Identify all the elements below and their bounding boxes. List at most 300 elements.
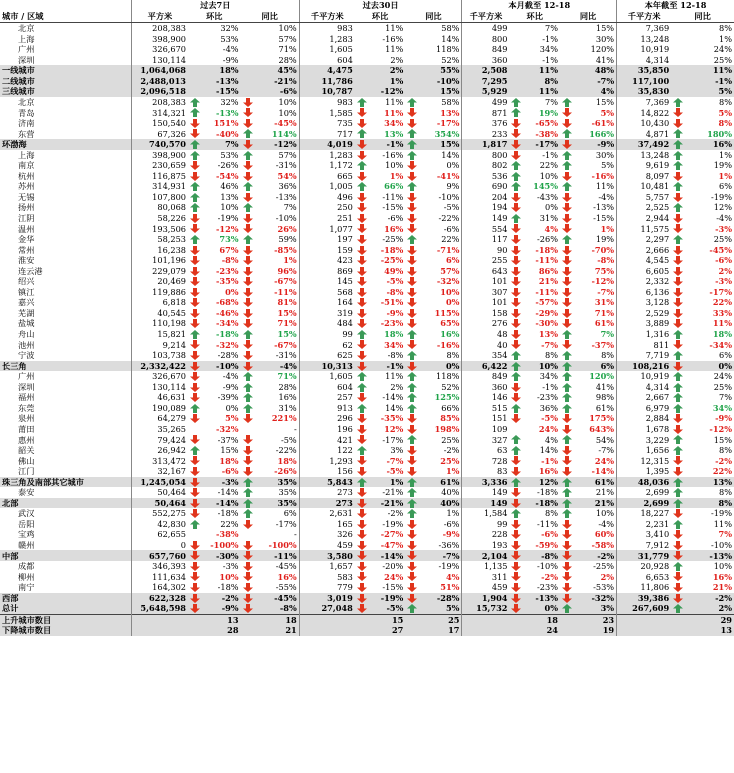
arrow-down-icon: [243, 446, 253, 455]
arrow-cell: [509, 571, 521, 582]
value-cell: 2,525: [617, 202, 672, 213]
value-cell: 1,064,068: [131, 65, 188, 76]
arrow-down-icon: [357, 267, 367, 276]
percent-cell: 1%: [719, 149, 732, 160]
arrow-up-icon: [243, 488, 253, 497]
arrow-cell: [241, 118, 253, 129]
region-name: 南宁: [18, 582, 35, 593]
value-cell: 26,942: [131, 445, 188, 456]
arrow-cell: [188, 561, 200, 572]
percent-cell: -28%: [217, 350, 239, 361]
percent-cell: -45%: [275, 561, 297, 572]
arrow-cell: [405, 561, 417, 572]
percent-cell: -100%: [210, 539, 239, 550]
arrow-cell: [560, 382, 572, 393]
percent-cell: 61%: [595, 402, 615, 413]
arrow-cell: [509, 266, 521, 277]
arrow-cell: [355, 603, 367, 614]
arrow-cell: [509, 76, 521, 87]
table-row: [0, 445, 734, 456]
arrow-down-icon: [243, 414, 253, 423]
arrow-cell: [355, 593, 367, 604]
table-row: [0, 582, 734, 593]
percent-cell: 7%: [545, 97, 558, 107]
arrow-cell: [405, 519, 417, 530]
arrow-cell: [671, 540, 683, 551]
percent-cell: -8%: [253, 603, 300, 614]
percent-cell: 66%: [441, 402, 460, 413]
arrow-down-icon: [511, 383, 521, 392]
value-cell: 1,817: [462, 139, 510, 150]
arrow-cell: [355, 455, 367, 466]
arrow-up-icon: [673, 520, 683, 529]
arrow-down-icon: [190, 509, 200, 518]
percent-cell: -11%: [535, 286, 558, 297]
percent-cell: -27%: [380, 529, 404, 540]
arrow-cell: [188, 455, 200, 466]
percent-cell: 7%: [719, 392, 732, 403]
arrow-cell: [509, 593, 521, 604]
arrow-cell: [509, 614, 521, 625]
arrow-cell: [509, 455, 521, 466]
percent-cell: -21%: [382, 487, 404, 498]
arrow-cell: [241, 192, 253, 203]
percent-cell: 18%: [712, 329, 732, 340]
percent-cell: 24%: [538, 423, 558, 434]
percent-cell: -100%: [268, 539, 297, 550]
value-cell: 0: [131, 540, 188, 551]
arrow-down-icon: [407, 425, 417, 434]
arrow-cell: [560, 44, 572, 55]
arrow-down-icon: [357, 456, 367, 465]
arrow-down-icon: [407, 340, 417, 349]
percent-cell: -29%: [535, 307, 558, 318]
percent-cell: 61%: [417, 477, 462, 488]
arrow-up-icon: [511, 172, 521, 181]
arrow-down-icon: [511, 288, 521, 297]
arrow-down-icon: [243, 594, 253, 603]
percent-cell: -4%: [253, 361, 300, 372]
arrow-cell: [241, 128, 253, 139]
value-cell: [131, 614, 188, 625]
percent-cell: 8%: [683, 498, 734, 509]
percent-cell: -7%: [386, 455, 404, 466]
percent-cell: -37%: [217, 434, 239, 445]
arrow-cell: [509, 424, 521, 435]
value-cell: 604: [299, 382, 355, 393]
value-cell: 1,172: [299, 160, 355, 171]
arrow-cell: [241, 466, 253, 477]
arrow-cell: [241, 223, 253, 234]
arrow-down-icon: [673, 509, 683, 518]
arrow-up-icon: [407, 488, 417, 497]
arrow-cell: [560, 582, 572, 593]
value-cell: 583: [299, 571, 355, 582]
arrow-down-icon: [357, 108, 367, 117]
arrow-cell: [509, 371, 521, 382]
arrow-down-icon: [673, 193, 683, 202]
arrow-down-icon: [357, 203, 367, 212]
sub-header: 同比: [560, 11, 617, 23]
arrow-down-icon: [357, 604, 367, 613]
arrow-down-icon: [190, 340, 200, 349]
arrow-down-icon: [562, 572, 572, 581]
percent-cell: -4%: [716, 213, 732, 224]
region-name: 南京: [18, 160, 35, 171]
percent-cell: 125%: [434, 392, 460, 403]
percent-cell: -9%: [222, 381, 239, 392]
arrow-cell: [241, 318, 253, 329]
arrow-down-icon: [511, 414, 521, 423]
arrow-down-icon: [190, 467, 200, 476]
percent-cell: -1%: [542, 33, 558, 44]
percent-cell: 7%: [200, 139, 240, 150]
arrow-cell: [509, 44, 521, 55]
arrow-down-icon: [562, 309, 572, 318]
arrow-cell: [405, 371, 417, 382]
arrow-cell: [560, 508, 572, 519]
region-name: 池州: [18, 339, 35, 350]
arrow-down-icon: [243, 172, 253, 181]
value-cell: 2,699: [617, 487, 672, 498]
value-cell: 50,464: [131, 498, 188, 509]
arrow-up-icon: [407, 478, 417, 487]
value-cell: 1,605: [299, 371, 355, 382]
table-row: [0, 382, 734, 393]
percent-cell: 28: [200, 625, 240, 636]
arrow-up-icon: [407, 383, 417, 392]
value-cell: 4,314: [617, 55, 672, 66]
value-cell: 62: [299, 339, 355, 350]
percent-cell: -13%: [275, 191, 297, 202]
arrow-down-icon: [673, 583, 683, 592]
percent-cell: -39%: [217, 392, 239, 403]
table-row: [0, 455, 734, 466]
arrow-down-icon: [357, 583, 367, 592]
value-cell: 10,919: [617, 371, 672, 382]
arrow-up-icon: [243, 478, 253, 487]
value-cell: 2,667: [617, 392, 672, 403]
region-name: 温州: [18, 223, 35, 234]
percent-cell: -5%: [280, 434, 297, 445]
arrow-cell: [509, 477, 521, 488]
arrow-cell: [560, 86, 572, 97]
arrow-cell: [355, 392, 367, 403]
arrow-up-icon: [562, 161, 572, 170]
arrow-down-icon: [511, 583, 521, 592]
value-cell: 204: [462, 192, 510, 203]
percent-cell: -1%: [683, 76, 734, 87]
arrow-cell: [560, 244, 572, 255]
arrow-down-icon: [562, 246, 572, 255]
table-row: [0, 318, 734, 329]
arrow-down-icon: [190, 551, 200, 560]
arrow-cell: [509, 382, 521, 393]
percent-cell: 66%: [384, 181, 404, 192]
percent-cell: 75%: [594, 265, 615, 276]
percent-cell: 25%: [713, 54, 732, 65]
percent-cell: -19%: [217, 213, 239, 224]
percent-cell: 198%: [434, 423, 460, 434]
percent-cell: -4%: [598, 518, 615, 529]
arrow-down-icon: [407, 172, 417, 181]
percent-cell: 25%: [440, 455, 460, 466]
value-cell: 313,472: [131, 455, 188, 466]
arrow-cell: [188, 529, 200, 540]
arrow-down-icon: [243, 319, 253, 328]
percent-cell: -13%: [593, 202, 615, 213]
value-cell: 2,508: [462, 65, 510, 76]
value-cell: 255: [462, 255, 510, 266]
arrow-up-icon: [357, 161, 367, 170]
arrow-cell: [405, 477, 417, 488]
percent-cell: 1%: [719, 33, 732, 44]
percent-cell: 5%: [225, 413, 239, 424]
percent-cell: 10%: [522, 361, 560, 372]
arrow-cell: [509, 625, 521, 636]
percent-cell: -28%: [417, 593, 462, 604]
percent-cell: 0%: [522, 603, 560, 614]
arrow-down-icon: [243, 572, 253, 581]
arrow-down-icon: [511, 151, 521, 160]
arrow-down-icon: [673, 594, 683, 603]
percent-cell: 2%: [390, 381, 404, 392]
percent-cell: -7%: [597, 286, 615, 297]
percent-cell: -51%: [380, 297, 404, 308]
percent-cell: -22%: [275, 445, 297, 456]
arrow-cell: [355, 150, 367, 161]
arrow-cell: [355, 329, 367, 340]
percent-cell: -: [293, 423, 297, 434]
arrow-down-icon: [673, 340, 683, 349]
arrow-cell: [405, 287, 417, 298]
value-cell: 2,944: [617, 213, 672, 224]
arrow-cell: [188, 213, 200, 224]
value-cell: 740,570: [131, 139, 188, 150]
arrow-cell: [509, 118, 521, 129]
value-cell: 913: [299, 403, 355, 414]
value-cell: 67,326: [131, 128, 188, 139]
percent-cell: -65%: [535, 118, 558, 129]
arrow-cell: [560, 339, 572, 350]
summary-row: [0, 86, 734, 97]
percent-cell: 34%: [712, 402, 732, 413]
region-name: 盐城: [18, 318, 35, 329]
percent-cell: -19%: [711, 191, 732, 202]
arrow-up-icon: [243, 383, 253, 392]
percent-cell: -14%: [382, 392, 404, 403]
arrow-cell: [509, 65, 521, 76]
arrow-up-icon: [511, 372, 521, 381]
percent-cell: 151%: [213, 118, 239, 129]
value-cell: 6,979: [617, 403, 672, 414]
table-row: [0, 519, 734, 530]
arrow-down-icon: [190, 499, 200, 508]
percent-cell: -17%: [436, 118, 460, 129]
percent-cell: 7%: [718, 529, 732, 540]
arrow-cell: [509, 223, 521, 234]
percent-cell: 4%: [445, 571, 460, 582]
percent-cell: 6%: [283, 508, 297, 519]
arrow-up-icon: [673, 351, 683, 360]
percent-cell: 8%: [719, 97, 732, 107]
percent-cell: 65%: [440, 318, 460, 329]
arrow-cell: [509, 97, 521, 108]
arrow-cell: [560, 561, 572, 572]
arrow-down-icon: [190, 572, 200, 581]
arrow-down-icon: [673, 267, 683, 276]
arrow-up-icon: [357, 478, 367, 487]
arrow-down-icon: [357, 277, 367, 286]
percent-cell: 34%: [384, 118, 404, 129]
percent-cell: -2%: [715, 455, 732, 466]
arrow-cell: [188, 308, 200, 319]
arrow-down-icon: [190, 414, 200, 423]
percent-cell: 2%: [718, 265, 732, 276]
arrow-down-icon: [190, 362, 200, 371]
arrow-cell: [509, 297, 521, 308]
arrow-cell: [671, 34, 683, 45]
percent-cell: 5%: [718, 107, 732, 118]
percent-cell: 16%: [683, 139, 734, 150]
arrow-cell: [671, 508, 683, 519]
percent-cell: -18%: [522, 498, 560, 509]
arrow-down-icon: [190, 435, 200, 444]
region-name: 连云港: [18, 265, 43, 276]
arrow-down-icon: [562, 541, 572, 550]
percent-cell: -11%: [535, 255, 558, 266]
percent-cell: 28%: [278, 54, 297, 65]
percent-cell: 24%: [713, 371, 732, 382]
percent-cell: -: [293, 529, 297, 540]
percent-cell: 12%: [713, 202, 732, 213]
table-row: [0, 308, 734, 319]
percent-cell: -13%: [215, 107, 239, 118]
table-row: [0, 487, 734, 498]
percent-cell: 10%: [385, 160, 404, 171]
value-cell: [131, 625, 188, 636]
table-row: [0, 118, 734, 129]
arrow-up-icon: [511, 509, 521, 518]
arrow-cell: [405, 350, 417, 361]
value-cell: 568: [299, 287, 355, 298]
percent-cell: -31%: [275, 350, 297, 361]
arrow-cell: [188, 107, 200, 118]
sub-header: 环比: [188, 11, 241, 23]
arrow-up-icon: [673, 499, 683, 508]
region-name: 苏州: [18, 181, 35, 192]
arrow-cell: [241, 34, 253, 45]
arrow-up-icon: [562, 330, 572, 339]
arrow-down-icon: [673, 309, 683, 318]
value-cell: 190,089: [131, 403, 188, 414]
value-cell: 536: [462, 171, 510, 182]
arrow-down-icon: [243, 298, 253, 307]
arrow-down-icon: [190, 594, 200, 603]
percent-cell: 18: [522, 614, 560, 625]
percent-cell: 14%: [385, 402, 404, 413]
arrow-cell: [188, 403, 200, 414]
arrow-cell: [241, 625, 253, 636]
percent-cell: -23%: [215, 265, 239, 276]
arrow-down-icon: [357, 467, 367, 476]
arrow-down-icon: [190, 161, 200, 170]
percent-cell: 10%: [278, 97, 297, 107]
table-row: [0, 192, 734, 203]
region-name: 镇江: [18, 286, 35, 297]
percent-cell: -32%: [215, 339, 239, 350]
arrow-cell: [405, 582, 417, 593]
arrow-up-icon: [511, 182, 521, 191]
percent-cell: 25%: [713, 381, 732, 392]
percent-cell: -19%: [382, 518, 404, 529]
value-cell: 1,283: [299, 34, 355, 45]
arrow-up-icon: [190, 235, 200, 244]
arrow-up-icon: [243, 330, 253, 339]
arrow-down-icon: [511, 129, 521, 138]
arrow-cell: [509, 234, 521, 245]
value-cell: 99: [462, 519, 510, 530]
arrow-cell: [560, 23, 572, 34]
percent-cell: -6%: [221, 466, 239, 477]
value-cell: 6,422: [462, 361, 510, 372]
value-cell: [462, 625, 510, 636]
percent-cell: 1%: [445, 466, 460, 477]
percent-cell: 17: [417, 625, 462, 636]
arrow-up-icon: [673, 604, 683, 613]
value-cell: 643: [462, 266, 510, 277]
region-name: 北京: [18, 23, 35, 34]
value-cell: 230,659: [131, 160, 188, 171]
arrow-up-icon: [562, 499, 572, 508]
arrow-up-icon: [407, 393, 417, 402]
percent-cell: 145%: [533, 181, 558, 192]
value-cell: 10,481: [617, 181, 672, 192]
arrow-up-icon: [243, 499, 253, 508]
arrow-cell: [355, 382, 367, 393]
arrow-cell: [560, 276, 572, 287]
arrow-up-icon: [190, 404, 200, 413]
arrow-cell: [671, 128, 683, 139]
arrow-up-icon: [243, 393, 253, 402]
footer-row: [0, 614, 734, 625]
percent-cell: 2%: [390, 54, 404, 65]
arrow-cell: [671, 593, 683, 604]
arrow-down-icon: [673, 530, 683, 539]
percent-cell: 59%: [278, 234, 297, 245]
percent-cell: -34%: [709, 339, 732, 350]
value-cell: 101: [462, 297, 510, 308]
summary-row: [0, 76, 734, 87]
value-cell: 779: [299, 582, 355, 593]
value-cell: 109: [462, 424, 510, 435]
value-cell: 296: [299, 413, 355, 424]
value-cell: 193: [462, 540, 510, 551]
value-cell: 196: [299, 424, 355, 435]
arrow-cell: [509, 23, 521, 34]
value-cell: 13,248: [617, 34, 672, 45]
arrow-cell: [560, 202, 572, 213]
arrow-cell: [405, 550, 417, 561]
arrow-cell: [509, 55, 521, 66]
arrow-up-icon: [243, 509, 253, 518]
value-cell: 1,584: [462, 508, 510, 519]
value-cell: 40,545: [131, 308, 188, 319]
percent-cell: 18%: [277, 455, 297, 466]
value-cell: 2,297: [617, 234, 672, 245]
percent-cell: 175%: [589, 413, 615, 424]
arrow-cell: [405, 181, 417, 192]
